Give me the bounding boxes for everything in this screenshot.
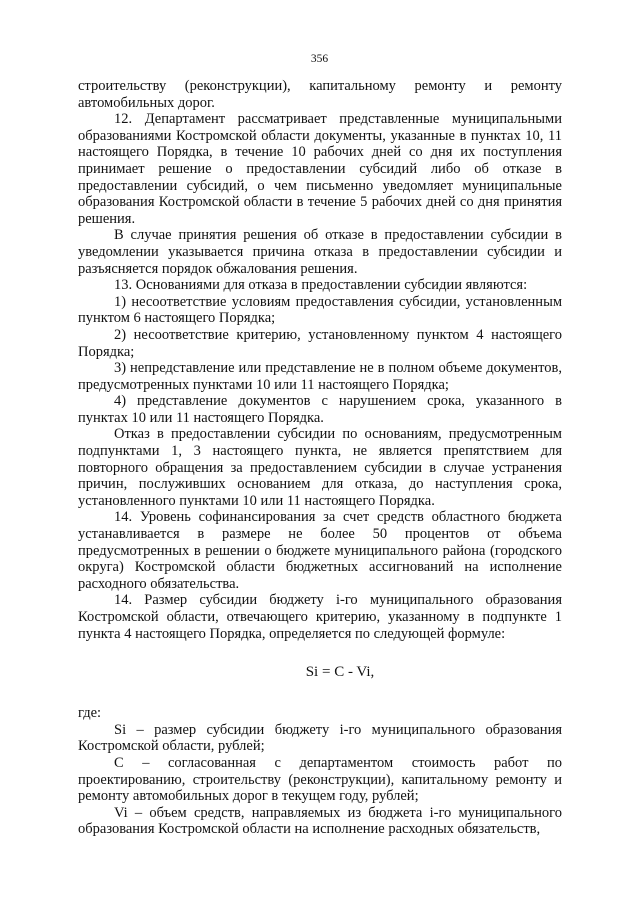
paragraph-item-13: 13. Основаниями для отказа в предоставлении субсидии являются: (114, 277, 528, 294)
paragraph-continuation: строительству (реконструкции), капитальному ремонту и ремонту автомобильных дорог. (78, 78, 562, 111)
paragraph-refusal-not-obstacle: Отказ в предоставлении субсидии по основаниям, предусмотренным подпунктами 1, 3 настоящего пункта, не является препятствием для повторного обращения за предоставлением субсидии в случае устранения причин, послуживших основанием для отказа, до наступления срока, установленного пунктами 10 или 11 настоящего Порядка. (78, 426, 562, 509)
definition-si: Si – размер субсидии бюджету i-го муниципального образования Костромской области, рублей; (78, 721, 562, 755)
list-item-1: 1) несоответствие условиям предоставления субсидии, установленным пунктом 6 настоящего Порядка; (78, 293, 562, 327)
list-item-4: 4) представление документов с нарушением срока, указанного в пунктах 10 или 11 настоящего Порядка. (78, 393, 562, 426)
definition-c: С – согласованная с департаментом стоимость работ по проектированию, строительству (реконструкции), капитальному ремонту и ремонту автомобильных дорог в текущем году, рублей; (78, 754, 562, 805)
page-number: 356 (310, 53, 329, 65)
list-item-3: 3) непредставление или представление не в полном объеме документов, предусмотренных пунктами 10 или 11 настоящего Порядка; (78, 360, 562, 393)
document-body (78, 78, 562, 838)
paragraph-item-14-cofinancing: 14. Уровень софинансирования за счет средств областного бюджета устанавливается в размере не более 50 процентов от объема предусмотренных в решении о бюджете муниципального района (городского округа) Костромской области бюджетных ассигнований на исполнение расходного обязательства. (78, 509, 562, 592)
list-item-2: 2) несоответствие критерию, установленному пунктом 4 настоящего Порядка; (78, 326, 562, 360)
paragraph-item-14-subsidy-size: 14. Размер субсидии бюджету i-го муниципального образования Костромской области, отвечающего критерию, указанному в подпункте 1 пункта 4 настоящего Порядка, определяется по следующей формуле: (78, 592, 562, 642)
definition-vi: Vi – объем средств, направляемых из бюджета i-го муниципального образования Костромской области на исполнение расходных обязательств, (78, 804, 562, 838)
paragraph-where: где: (78, 705, 102, 722)
formula: Si = C - Vi, (305, 664, 375, 681)
paragraph-refusal-notice: В случае принятия решения об отказе в предоставлении субсидии в уведомлении указывается причина отказа в предоставлении субсидии и разъясняется порядок обжалования решения. (78, 227, 562, 277)
paragraph-item-12: 12. Департамент рассматривает представленные муниципальными образованиями Костромской области документы, указанные в пунктах 10, 11 настоящего Порядка, в течение 10 рабочих дней со дня их поступления принимает решение о предоставлении субсидий либо об отказе в предоставлении субсидий, о чем письменно уведомляет муниципальные образования Костромской области в течение 5 рабочих дней со дня принятия решения. (78, 111, 562, 227)
